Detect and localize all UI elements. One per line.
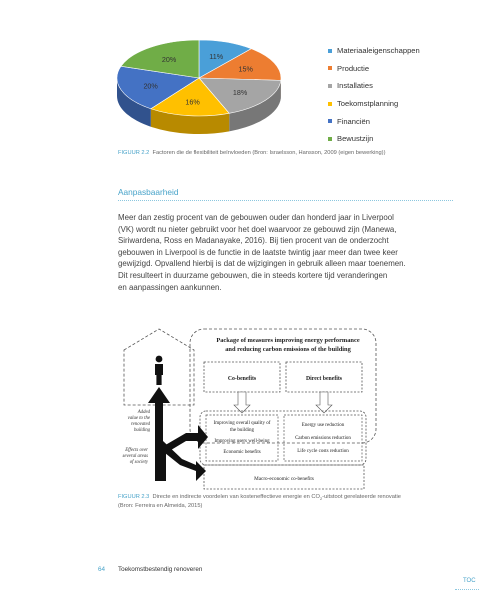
direct-item: Energy use reduction bbox=[301, 423, 345, 428]
svg-text:Added: Added bbox=[137, 410, 150, 415]
arrow-down-co bbox=[234, 392, 250, 413]
toc-underline bbox=[455, 589, 479, 590]
footer-title: Toekomstbestendig renoveren bbox=[118, 566, 203, 573]
direct-item: Carbon emissions reduction bbox=[295, 436, 351, 441]
legend-item bbox=[328, 42, 478, 60]
pie-value-label-1: 15% bbox=[238, 64, 253, 74]
legend-swatch bbox=[328, 49, 332, 53]
svg-text:several areas: several areas bbox=[122, 454, 148, 459]
effects-note bbox=[122, 448, 148, 465]
pie-value-label-3: 16% bbox=[185, 97, 200, 107]
legend-swatch bbox=[328, 102, 332, 106]
direct-benefits-label: Direct benefits bbox=[305, 376, 343, 382]
body-line: gebouwen in Liverpool is de functie in de laatste twintig jaar meer dan twee keer bbox=[118, 247, 398, 257]
body-line: en aanpassingen aankunnen. bbox=[118, 282, 222, 292]
figure-caption-text: Directe en indirecte voordelen van kosteneffectieve energie en CO bbox=[152, 494, 320, 500]
svg-text:Effects over: Effects over bbox=[125, 448, 148, 453]
pie-chart bbox=[108, 34, 290, 142]
legend-item bbox=[328, 112, 478, 130]
subscript: 2 bbox=[319, 496, 323, 502]
legend-label: Productie bbox=[337, 63, 370, 73]
section-title: Aanpasbaarheid bbox=[118, 187, 179, 197]
legend-label: Toekomstplanning bbox=[337, 99, 399, 109]
co-item: Improving overall quality of bbox=[213, 421, 271, 426]
benefits-diagram bbox=[118, 325, 380, 493]
co-item: Economic benefits bbox=[223, 450, 261, 455]
section-body bbox=[118, 212, 458, 293]
body-line: Siriwardena, Ross en Madanayake, 2016). Bij tien procent van de onderzocht bbox=[118, 236, 389, 246]
pie-value-label-2: 18% bbox=[232, 87, 248, 97]
body-line: Meer dan zestig procent van de gebouwen ouder dan honderd jaar in Liverpool bbox=[118, 213, 394, 222]
person-icon bbox=[155, 356, 163, 385]
co-item: Improving users well-being bbox=[214, 439, 270, 444]
pie-value-label-5: 20% bbox=[161, 54, 177, 64]
legend-swatch bbox=[328, 137, 332, 141]
legend-item bbox=[328, 77, 478, 95]
svg-text:renovated: renovated bbox=[130, 422, 150, 427]
toc-link[interactable]: TOC bbox=[463, 578, 476, 584]
package-title-2: and reducing carbon emissions of the building bbox=[225, 346, 351, 353]
figure-caption-text: -uitstoot gerelateerde renovatie bbox=[322, 494, 401, 500]
svg-text:of society: of society bbox=[129, 460, 148, 465]
legend-label: Financiën bbox=[337, 116, 370, 126]
legend-label: Installaties bbox=[337, 81, 373, 91]
legend-swatch bbox=[328, 84, 332, 88]
section-divider bbox=[118, 200, 453, 201]
figure-caption-text: Factoren die de flexibiliteit beïnvloeden (Bron: Israelsson, Hansson, 2009 (eigen bewerking)) bbox=[152, 150, 386, 156]
svg-text:value to the: value to the bbox=[127, 416, 150, 421]
legend-label: Materiaaleigenschappen bbox=[337, 46, 420, 56]
body-line: Dit resulteert in duurzame gebouwen, die in steeds kortere tijd veranderingen bbox=[118, 270, 388, 280]
figure-caption-2 bbox=[118, 494, 401, 501]
legend-item bbox=[328, 60, 478, 78]
figure-caption-2-source: (Bron: Ferreira en Almeida, 2015) bbox=[118, 503, 203, 509]
figure-number: FIGUUR 2.3 bbox=[118, 494, 150, 500]
page-number: 64 bbox=[98, 566, 106, 573]
figure-caption-1 bbox=[118, 150, 385, 156]
legend-swatch bbox=[328, 66, 332, 70]
arrow-down-direct bbox=[316, 392, 332, 413]
svg-text:building: building bbox=[134, 428, 150, 433]
pie-value-label-4: 20% bbox=[143, 81, 158, 91]
direct-item: Life cycle costs reduction bbox=[297, 449, 349, 454]
pie-legend bbox=[328, 42, 478, 148]
legend-item bbox=[328, 130, 478, 148]
macro-label: Macro-economic co-benefits bbox=[254, 476, 314, 482]
body-line: gewijzigd. Opvallend hierbij is dat de wijzigingen in gebruik alleen maar toenemen. bbox=[118, 259, 406, 269]
body-line: (VK) wordt nu nieter gebruikt voor het doel waarvoor ze gebouwd zijn (Manewa, bbox=[118, 224, 397, 234]
legend-label: Bewustzijn bbox=[337, 134, 374, 144]
figure-number: FIGUUR 2.2 bbox=[118, 150, 150, 156]
legend-item bbox=[328, 95, 478, 113]
co-item: the building bbox=[229, 428, 255, 433]
package-title-1: Package of measures improving energy performance bbox=[216, 337, 360, 344]
legend-swatch bbox=[328, 119, 332, 123]
pie-value-label-0: 11% bbox=[209, 51, 224, 61]
co-benefits-label: Co-benefits bbox=[227, 376, 257, 382]
added-value-note bbox=[128, 410, 151, 433]
